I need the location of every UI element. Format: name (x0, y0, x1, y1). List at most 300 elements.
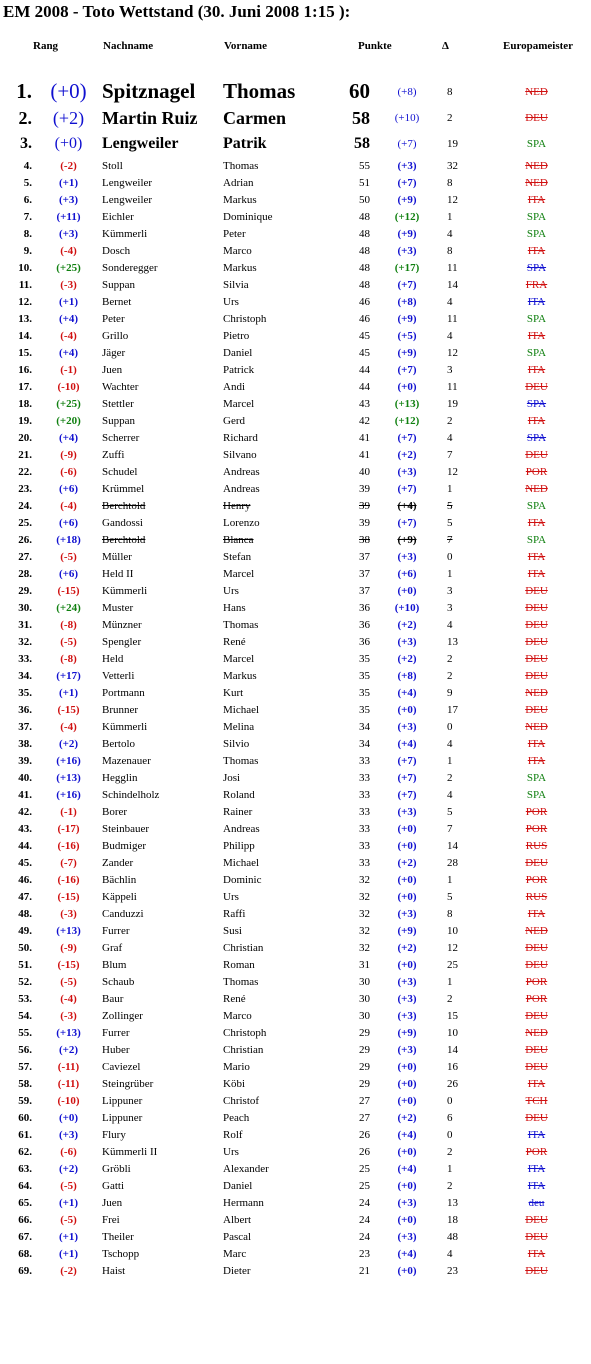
change-cell: (+16) (56, 788, 81, 801)
points-change-cell: (+2) (397, 618, 417, 631)
points-cell: 26 (359, 1145, 370, 1158)
table-row (0, 922, 591, 939)
delta-cell: 9 (447, 686, 453, 699)
points-change-cell: (+3) (397, 907, 417, 920)
points-change-cell: (+13) (394, 397, 420, 410)
firstname-cell: Andi (223, 380, 245, 393)
delta-cell: 28 (447, 856, 458, 869)
delta-cell: 10 (447, 1026, 458, 1039)
delta-cell: 5 (447, 890, 453, 903)
lastname-cell: Käppeli (102, 890, 137, 903)
delta-cell: 0 (447, 1128, 453, 1141)
rank-cell: 28. (18, 567, 32, 580)
delta-cell: 2 (447, 771, 453, 784)
champion-pick-cell: NED (525, 1026, 548, 1039)
rank-cell: 33. (18, 652, 32, 665)
table-row (0, 735, 591, 752)
table-row (0, 344, 591, 361)
firstname-cell: Christoph (223, 1026, 267, 1039)
delta-cell: 14 (447, 839, 458, 852)
champion-pick-cell: SPA (526, 261, 547, 274)
header-vorname: Vorname (224, 40, 267, 52)
firstname-cell: Raffi (223, 907, 246, 920)
firstname-cell: Richard (223, 431, 258, 444)
firstname-cell: Josi (223, 771, 241, 784)
page-title: EM 2008 - Toto Wettstand (30. Juni 2008 1:15 ): (3, 2, 351, 21)
firstname-cell: Markus (223, 261, 257, 274)
change-cell: (+1) (58, 176, 79, 189)
delta-cell: 15 (447, 1009, 458, 1022)
points-cell: 23 (359, 1247, 370, 1260)
change-cell: (+2) (52, 107, 85, 128)
delta-cell: 11 (447, 312, 458, 325)
delta-cell: 18 (447, 1213, 458, 1226)
lastname-cell: Gandossi (102, 516, 143, 529)
points-cell: 30 (359, 975, 370, 988)
champion-pick-cell: SPA (526, 771, 547, 784)
table-row (0, 1109, 591, 1126)
delta-cell: 2 (447, 1145, 453, 1158)
champion-pick-cell: SPA (526, 210, 547, 223)
points-cell: 33 (359, 822, 370, 835)
firstname-cell: Patrick (223, 363, 255, 376)
table-row (0, 242, 591, 259)
rank-cell: 32. (18, 635, 32, 648)
points-change-cell: (+3) (397, 975, 417, 988)
points-cell: 24 (359, 1196, 370, 1209)
firstname-cell: Andreas (223, 465, 260, 478)
delta-cell: 8 (447, 85, 453, 98)
points-change-cell: (+3) (397, 1196, 417, 1209)
points-cell: 24 (359, 1230, 370, 1243)
rank-cell: 10. (18, 261, 32, 274)
rank-cell: 69. (18, 1264, 32, 1277)
points-cell: 32 (359, 873, 370, 886)
delta-cell: 12 (447, 465, 458, 478)
points-cell: 38 (359, 533, 370, 546)
table-row (0, 1143, 591, 1160)
rank-cell: 6. (23, 193, 32, 206)
table-row (0, 429, 591, 446)
champion-pick-cell: ITA (527, 1162, 546, 1175)
rank-cell: 60. (18, 1111, 32, 1124)
lastname-cell: Gröbli (102, 1162, 131, 1175)
firstname-cell: Christian (223, 941, 264, 954)
rank-cell: 19. (18, 414, 32, 427)
firstname-cell: Marcel (223, 397, 255, 410)
firstname-cell: Daniel (223, 1179, 253, 1192)
change-cell: (-16) (57, 839, 80, 852)
delta-cell: 19 (447, 138, 458, 150)
lastname-cell: Kümmerli II (102, 1145, 158, 1158)
points-cell: 48 (359, 227, 370, 240)
points-cell: 26 (359, 1128, 370, 1141)
firstname-cell: Hermann (223, 1196, 264, 1209)
change-cell: (+0) (50, 79, 87, 103)
delta-cell: 2 (447, 112, 453, 124)
change-cell: (-3) (60, 278, 77, 291)
rank-cell: 24. (18, 499, 32, 512)
table-row (0, 259, 591, 276)
points-change-cell: (+8) (397, 669, 417, 682)
lastname-cell: Juen (102, 363, 123, 376)
lastname-cell: Sonderegger (102, 261, 158, 274)
delta-cell: 5 (447, 516, 453, 529)
points-cell: 25 (359, 1179, 370, 1192)
rank-cell: 22. (18, 465, 32, 478)
points-cell: 35 (359, 686, 370, 699)
lastname-cell: Bertolo (102, 737, 135, 750)
points-cell: 39 (359, 499, 370, 512)
champion-pick-cell: NED (525, 85, 548, 98)
change-cell: (+6) (58, 567, 79, 580)
points-change-cell: (+9) (397, 924, 417, 937)
table-row (0, 990, 591, 1007)
change-cell: (-5) (60, 1213, 77, 1226)
change-cell: (+13) (56, 1026, 81, 1039)
rank-cell: 1. (16, 79, 32, 103)
points-cell: 36 (359, 635, 370, 648)
change-cell: (-2) (60, 1264, 77, 1277)
change-cell: (+4) (58, 312, 79, 325)
points-cell: 33 (359, 788, 370, 801)
points-change-cell: (+9) (397, 193, 417, 206)
change-cell: (+2) (58, 737, 79, 750)
change-cell: (-3) (60, 1009, 77, 1022)
firstname-cell: Henry (223, 499, 251, 512)
champion-pick-cell: ITA (527, 1128, 546, 1141)
delta-cell: 0 (447, 1094, 453, 1107)
table-row (0, 769, 591, 786)
points-change-cell: (+2) (397, 941, 417, 954)
rank-cell: 55. (18, 1026, 32, 1039)
points-cell: 55 (359, 159, 370, 172)
points-change-cell: (+3) (397, 1009, 417, 1022)
points-change-cell: (+6) (397, 567, 417, 580)
change-cell: (-15) (57, 958, 80, 971)
firstname-cell: Pietro (223, 329, 250, 342)
points-cell: 35 (359, 669, 370, 682)
points-cell: 44 (359, 363, 370, 376)
points-change-cell: (+0) (397, 703, 417, 716)
champion-pick-cell: ITA (527, 907, 546, 920)
delta-cell: 1 (447, 482, 453, 495)
delta-cell: 1 (447, 754, 453, 767)
points-cell: 37 (359, 550, 370, 563)
points-cell: 45 (359, 329, 370, 342)
champion-pick-cell: DEU (525, 1060, 548, 1073)
champion-pick-cell: SPA (526, 227, 547, 240)
lastname-cell: Juen (102, 1196, 123, 1209)
table-row (0, 973, 591, 990)
rank-cell: 53. (18, 992, 32, 1005)
table-row (0, 1194, 591, 1211)
table-row (0, 1007, 591, 1024)
lastname-cell: Muster (102, 601, 134, 614)
rank-cell: 12. (18, 295, 32, 308)
lastname-cell: Mazenauer (102, 754, 151, 767)
points-change-cell: (+10) (394, 601, 420, 614)
rank-cell: 41. (18, 788, 32, 801)
points-cell: 50 (359, 193, 370, 206)
rank-cell: 46. (18, 873, 32, 886)
delta-cell: 26 (447, 1077, 458, 1090)
change-cell: (+6) (58, 516, 79, 529)
rank-cell: 35. (18, 686, 32, 699)
firstname-cell: Urs (223, 295, 239, 308)
lastname-cell: Flury (102, 1128, 126, 1141)
champion-pick-cell: DEU (525, 601, 548, 614)
lastname-cell: Kümmerli (102, 584, 148, 597)
firstname-cell: René (223, 992, 246, 1005)
table-row (0, 1024, 591, 1041)
champion-pick-cell: SPA (526, 533, 547, 546)
points-cell: 45 (359, 346, 370, 359)
firstname-cell: Rainer (223, 805, 253, 818)
lastname-cell: Lengweiler (102, 193, 153, 206)
delta-cell: 19 (447, 397, 458, 410)
champion-pick-cell: ITA (527, 516, 546, 529)
rank-cell: 20. (18, 431, 32, 444)
delta-cell: 8 (447, 907, 453, 920)
change-cell: (-1) (60, 363, 77, 376)
firstname-cell: Melina (223, 720, 255, 733)
table-row (0, 684, 591, 701)
rank-cell: 61. (18, 1128, 32, 1141)
table-row (0, 582, 591, 599)
delta-cell: 12 (447, 941, 458, 954)
table-row (0, 463, 591, 480)
points-change-cell: (+4) (397, 1128, 417, 1141)
change-cell: (+2) (58, 1043, 79, 1056)
firstname-cell: Stefan (223, 550, 252, 563)
firstname-cell: Marcel (223, 567, 255, 580)
points-change-cell: (+4) (397, 1162, 417, 1175)
points-cell: 48 (359, 210, 370, 223)
lastname-cell: Stettler (102, 397, 134, 410)
table-row (0, 1126, 591, 1143)
delta-cell: 5 (447, 499, 453, 512)
champion-pick-cell: DEU (525, 1009, 548, 1022)
points-cell: 33 (359, 754, 370, 767)
table-row (0, 105, 591, 131)
firstname-cell: Peach (223, 1111, 250, 1124)
change-cell: (-8) (60, 652, 77, 665)
champion-pick-cell: DEU (525, 380, 548, 393)
table-row (0, 650, 591, 667)
change-cell: (+4) (58, 431, 79, 444)
points-cell: 32 (359, 907, 370, 920)
rank-cell: 67. (18, 1230, 32, 1243)
delta-cell: 14 (447, 1043, 458, 1056)
delta-cell: 4 (447, 295, 453, 308)
firstname-cell: Marco (223, 1009, 252, 1022)
delta-cell: 4 (447, 329, 453, 342)
firstname-cell: Andreas (223, 822, 260, 835)
table-row (0, 1160, 591, 1177)
rank-cell: 57. (18, 1060, 32, 1073)
points-change-cell: (+3) (397, 805, 417, 818)
points-change-cell: (+7) (397, 788, 417, 801)
champion-pick-cell: DEU (525, 1111, 548, 1124)
rank-cell: 16. (18, 363, 32, 376)
lastname-cell: Wachter (102, 380, 139, 393)
lastname-cell: Krümmel (102, 482, 145, 495)
champion-pick-cell: SPA (526, 346, 547, 359)
rank-cell: 3. (20, 135, 32, 152)
table-row (0, 1245, 591, 1262)
change-cell: (-4) (60, 499, 77, 512)
table-row (0, 1228, 591, 1245)
lastname-cell: Steinbauer (102, 822, 150, 835)
rank-cell: 25. (18, 516, 32, 529)
table-row (0, 531, 591, 548)
delta-cell: 6 (447, 1111, 453, 1124)
lastname-cell: Schaub (102, 975, 135, 988)
rank-cell: 18. (18, 397, 32, 410)
table-row (0, 854, 591, 871)
delta-cell: 4 (447, 1247, 453, 1260)
delta-cell: 16 (447, 1060, 458, 1073)
table-row (0, 837, 591, 854)
firstname-cell: Michael (223, 703, 260, 716)
points-cell: 46 (359, 312, 370, 325)
points-cell: 30 (359, 1009, 370, 1022)
lastname-cell: Steingrüber (102, 1077, 154, 1090)
points-change-cell: (+0) (397, 584, 417, 597)
points-cell: 42 (359, 414, 370, 427)
champion-pick-cell: RUS (525, 839, 548, 852)
points-change-cell: (+3) (397, 550, 417, 563)
champion-pick-cell: SPA (526, 499, 547, 512)
rank-cell: 23. (18, 482, 32, 495)
delta-cell: 2 (447, 992, 453, 1005)
lastname-cell: Dosch (102, 244, 131, 257)
points-change-cell: (+2) (397, 652, 417, 665)
firstname-cell: Dieter (223, 1264, 251, 1277)
table-row (0, 78, 591, 105)
change-cell: (+18) (56, 533, 81, 546)
points-change-cell: (+2) (397, 1111, 417, 1124)
points-cell: 39 (359, 482, 370, 495)
change-cell: (-15) (57, 584, 80, 597)
delta-cell: 32 (447, 159, 458, 172)
lastname-cell: Hegglin (102, 771, 138, 784)
lastname-cell: Lengweiler (102, 135, 179, 152)
change-cell: (+2) (58, 1162, 79, 1175)
rank-cell: 8. (23, 227, 32, 240)
rank-cell: 52. (18, 975, 32, 988)
table-row (0, 276, 591, 293)
points-change-cell: (+7) (397, 363, 417, 376)
points-change-cell: (+0) (397, 1179, 417, 1192)
rank-cell: 21. (18, 448, 32, 461)
change-cell: (-2) (60, 159, 77, 172)
delta-cell: 5 (447, 805, 453, 818)
delta-cell: 0 (447, 550, 453, 563)
table-row (0, 327, 591, 344)
points-change-cell: (+7) (397, 278, 417, 291)
champion-pick-cell: DEU (525, 635, 548, 648)
table-row (0, 1211, 591, 1228)
change-cell: (-5) (60, 1179, 77, 1192)
rank-cell: 56. (18, 1043, 32, 1056)
header-europameister: Europameister (503, 40, 574, 52)
lastname-cell: Müller (102, 550, 132, 563)
points-change-cell: (+7) (397, 176, 417, 189)
points-cell: 39 (359, 516, 370, 529)
points-change-cell: (+4) (397, 499, 417, 512)
firstname-cell: Roman (223, 958, 255, 971)
delta-cell: 2 (447, 652, 453, 665)
standings-body (0, 78, 591, 1279)
rank-cell: 31. (18, 618, 32, 631)
rank-cell: 51. (18, 958, 32, 971)
points-cell: 24 (359, 1213, 370, 1226)
champion-pick-cell: DEU (525, 112, 548, 124)
change-cell: (+25) (56, 397, 81, 410)
table-row (0, 667, 591, 684)
champion-pick-cell: DEU (525, 703, 548, 716)
points-cell: 35 (359, 703, 370, 716)
lastname-cell: Zollinger (102, 1009, 143, 1022)
rank-cell: 15. (18, 346, 32, 359)
lastname-cell: Martin Ruiz (102, 107, 198, 128)
points-cell: 41 (359, 431, 370, 444)
points-cell: 29 (359, 1043, 370, 1056)
rank-cell: 34. (18, 669, 32, 682)
delta-cell: 1 (447, 567, 453, 580)
points-change-cell: (+2) (397, 856, 417, 869)
rank-cell: 27. (18, 550, 32, 563)
lastname-cell: Eichler (102, 210, 134, 223)
points-change-cell: (+4) (397, 737, 417, 750)
firstname-cell: Christof (223, 1094, 260, 1107)
firstname-cell: Marco (223, 244, 252, 257)
table-row (0, 208, 591, 225)
points-cell: 29 (359, 1026, 370, 1039)
rank-cell: 2. (18, 107, 32, 128)
firstname-cell: Thomas (223, 618, 259, 631)
champion-pick-cell: ITA (527, 193, 546, 206)
points-change-cell: (+3) (397, 159, 417, 172)
firstname-cell: Michael (223, 856, 260, 869)
points-cell: 40 (359, 465, 370, 478)
points-change-cell: (+9) (397, 346, 417, 359)
firstname-cell: Albert (223, 1213, 252, 1226)
champion-pick-cell: NED (525, 720, 548, 733)
table-row (0, 446, 591, 463)
firstname-cell: Dominic (223, 873, 262, 886)
change-cell: (+0) (58, 1111, 79, 1124)
points-change-cell: (+0) (397, 873, 417, 886)
firstname-cell: Christoph (223, 312, 267, 325)
rank-cell: 30. (18, 601, 32, 614)
points-change-cell: (+7) (397, 754, 417, 767)
rank-cell: 7. (23, 210, 32, 223)
rank-cell: 5. (23, 176, 32, 189)
points-cell: 30 (359, 992, 370, 1005)
lastname-cell: Furrer (102, 924, 130, 937)
table-row (0, 888, 591, 905)
points-cell: 32 (359, 890, 370, 903)
champion-pick-cell: DEU (525, 669, 548, 682)
firstname-cell: Susi (223, 924, 242, 937)
change-cell: (-1) (60, 805, 77, 818)
champion-pick-cell: ITA (527, 550, 546, 563)
lastname-cell: Lippuner (102, 1094, 143, 1107)
change-cell: (-4) (60, 992, 77, 1005)
